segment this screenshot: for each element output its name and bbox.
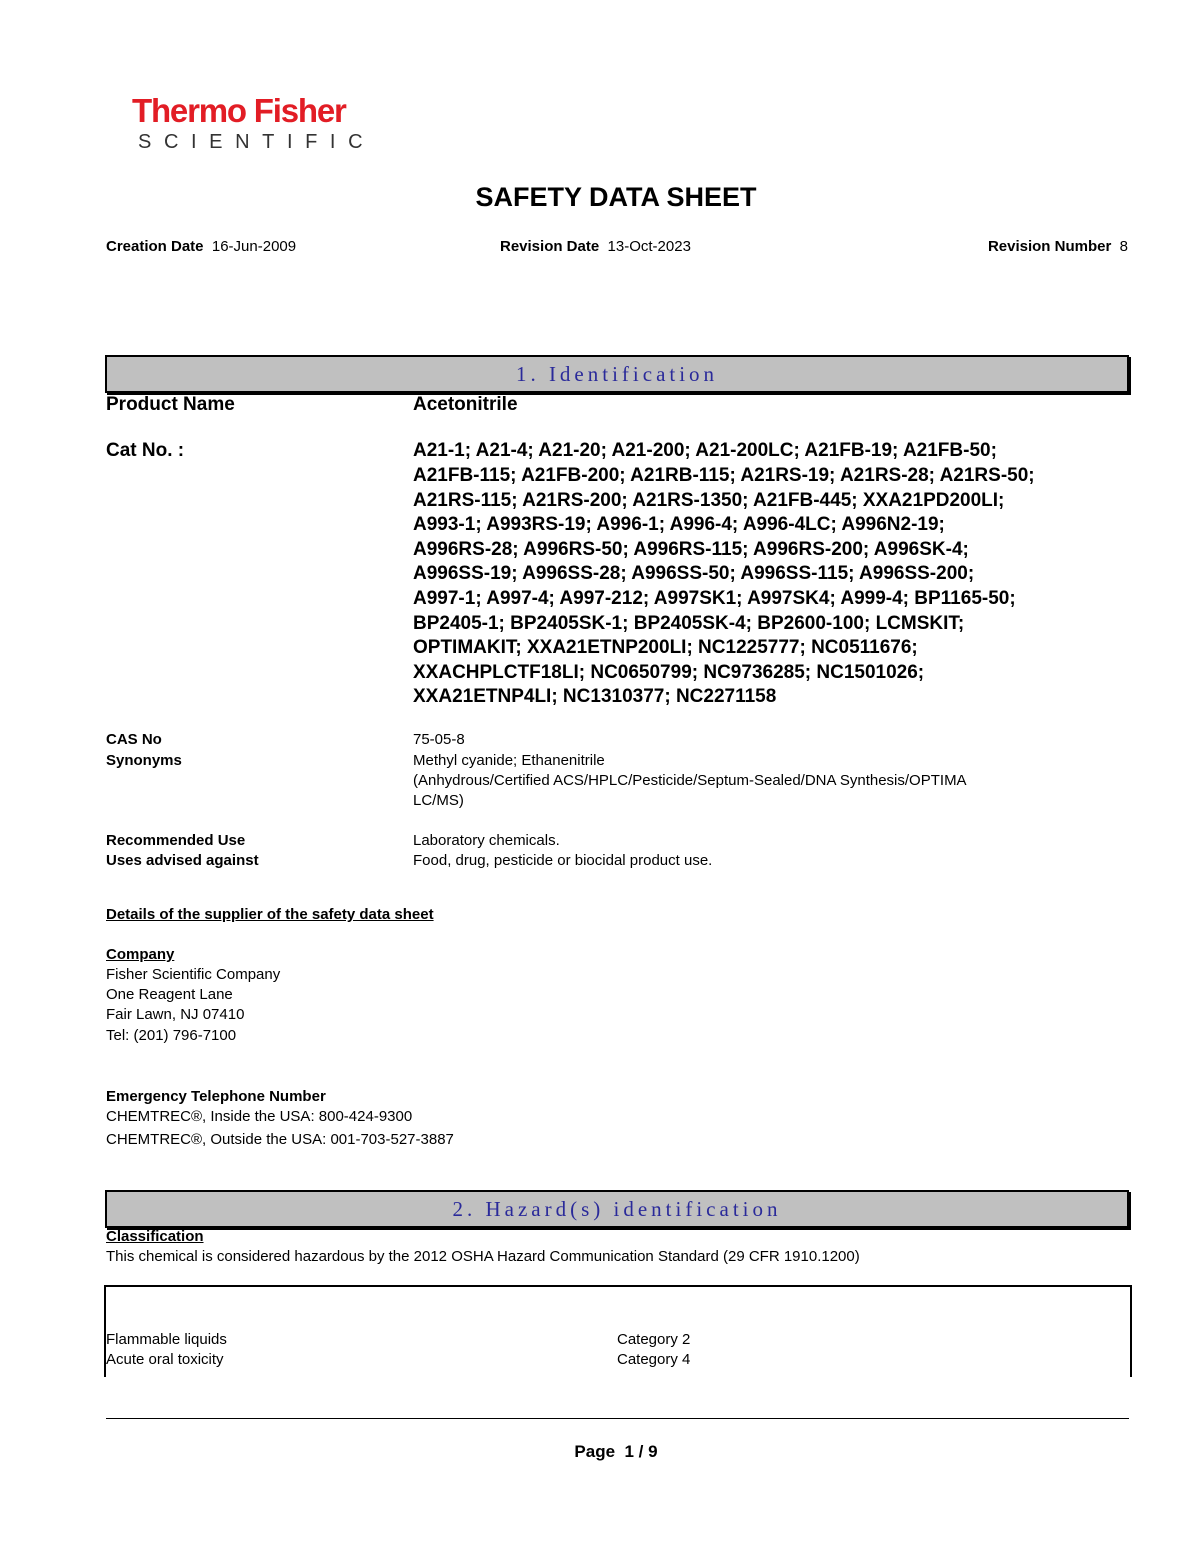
footer-divider xyxy=(106,1418,1129,1419)
cat-no-line: A993-1; A993RS-19; A996-1; A996-4; A996-4LC; A996N2-19; xyxy=(413,514,945,535)
cat-no-line: A21-1; A21-4; A21-20; A21-200; A21-200LC; A21FB-19; A21FB-50; xyxy=(413,440,997,461)
creation-date-label: Creation Date xyxy=(106,238,204,255)
brand-logo-thermo-fisher: Thermo Fisher xyxy=(132,92,346,129)
synonyms-line: (Anhydrous/Certified ACS/HPLC/Pesticide/Septum-Sealed/DNA Synthesis/OPTIMA xyxy=(413,772,967,789)
emergency-line: CHEMTREC®, Outside the USA: 001-703-527-3887 xyxy=(106,1131,454,1148)
hazard-name: Acute oral toxicity xyxy=(106,1351,224,1368)
emergency-heading: Emergency Telephone Number xyxy=(106,1088,326,1105)
company-line: Fair Lawn, NJ 07410 xyxy=(106,1006,245,1023)
cat-no-line: A996SS-19; A996SS-28; A996SS-50; A996SS-115; A996SS-200; xyxy=(413,563,975,584)
company-line: Fisher Scientific Company xyxy=(106,966,281,983)
brand-logo-scientific: SCIENTIFIC xyxy=(138,131,376,153)
hazard-category: Category 4 xyxy=(617,1351,691,1368)
synonyms-label: Synonyms xyxy=(106,752,182,769)
cat-no-label: Cat No. : xyxy=(106,440,185,461)
uses-advised-against-label: Uses advised against xyxy=(106,852,259,869)
company-heading: Company xyxy=(106,946,175,963)
cat-no-line: OPTIMAKIT; XXA21ETNP200LI; NC1225777; NC0511676; xyxy=(413,637,918,658)
cat-no-line: XXA21ETNP4LI; NC1310377; NC2271158 xyxy=(413,686,777,707)
cat-no-line: XXACHPLCTF18LI; NC0650799; NC9736285; NC1501026; xyxy=(413,662,925,683)
revision-date-label: Revision Date xyxy=(500,238,600,255)
cas-no-label: CAS No xyxy=(106,731,162,748)
emergency-line: CHEMTREC®, Inside the USA: 800-424-9300 xyxy=(106,1108,413,1125)
hazard-category: Category 2 xyxy=(617,1331,691,1348)
creation-date-value: 16-Jun-2009 xyxy=(211,238,297,255)
document-title: SAFETY DATA SHEET xyxy=(475,182,757,212)
product-name-value: Acetonitrile xyxy=(413,394,518,415)
revision-number-value: 8 xyxy=(1119,238,1128,255)
product-name-label: Product Name xyxy=(106,394,235,415)
creation-date xyxy=(106,238,296,255)
section-2-header: 2. Hazard(s) identification xyxy=(105,1190,1129,1228)
revision-number xyxy=(988,238,1128,255)
page-indicator xyxy=(0,1442,1200,1462)
section-1-header: 1. Identification xyxy=(105,355,1129,393)
company-line: Tel: (201) 796-7100 xyxy=(106,1027,237,1044)
revision-date-value: 13-Oct-2023 xyxy=(607,238,691,255)
company-line: One Reagent Lane xyxy=(106,986,233,1003)
supplier-heading: Details of the supplier of the safety data sheet xyxy=(106,906,434,923)
hazard-name: Flammable liquids xyxy=(106,1331,227,1348)
revision-date xyxy=(500,238,691,255)
uses-advised-against-value: Food, drug, pesticide or biocidal product use. xyxy=(413,852,713,869)
cat-no-line: A21RS-115; A21RS-200; A21RS-1350; A21FB-445; XXA21PD200LI; xyxy=(413,490,1005,511)
classification-text: This chemical is considered hazardous by the 2012 OSHA Hazard Communication Standard (29 CFR 1910.1200) xyxy=(106,1248,860,1265)
revision-number-label: Revision Number xyxy=(987,238,1112,255)
cat-no-line: A997-1; A997-4; A997-212; A997SK1; A997SK4; A999-4; BP1165-50; xyxy=(413,588,1016,609)
synonyms-line: LC/MS) xyxy=(413,792,464,809)
cat-no-line: A996RS-28; A996RS-50; A996RS-115; A996RS-200; A996SK-4; xyxy=(413,539,969,560)
page-value: 1 / 9 xyxy=(624,1442,658,1461)
synonyms-line: Methyl cyanide; Ethanenitrile xyxy=(413,752,605,769)
cas-no-value: 75-05-8 xyxy=(413,731,465,748)
cat-no-line: A21FB-115; A21FB-200; A21RB-115; A21RS-19; A21RS-28; A21RS-50; xyxy=(413,465,1035,486)
page-label: Page xyxy=(574,1442,616,1461)
recommended-use-value: Laboratory chemicals. xyxy=(413,832,560,849)
classification-heading: Classification xyxy=(106,1228,204,1245)
recommended-use-label: Recommended Use xyxy=(106,832,246,849)
cat-no-line: BP2405-1; BP2405SK-1; BP2405SK-4; BP2600-100; LCMSKIT; xyxy=(413,613,965,634)
